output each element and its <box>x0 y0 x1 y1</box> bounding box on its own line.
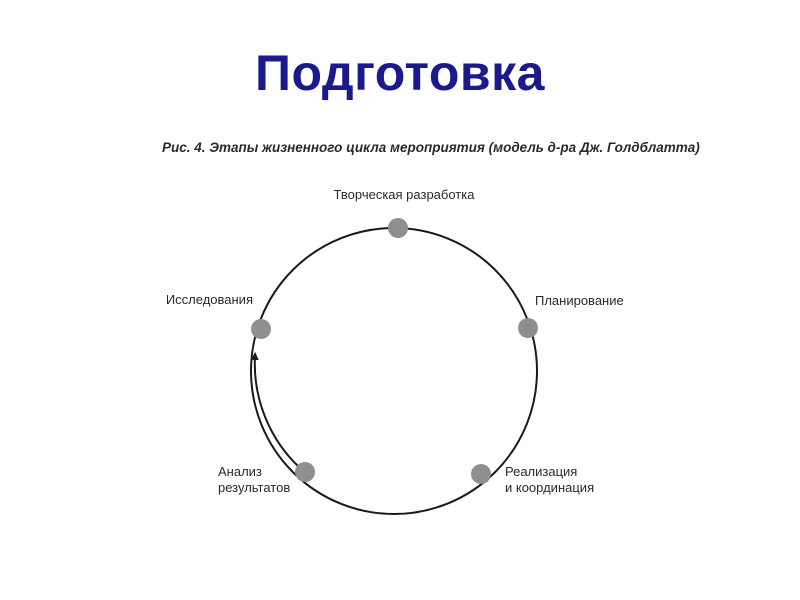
stage-label-analysis-line2: результатов <box>218 480 291 495</box>
stage-label-analysis-line1: Анализ <box>218 464 262 479</box>
stage-label-implementation-line1: Реализация <box>505 464 578 479</box>
stage-node-analysis <box>295 462 315 482</box>
stage-node-creative <box>388 218 408 238</box>
cycle-circle <box>251 228 537 514</box>
slide-title: Подготовка <box>255 45 545 101</box>
stage-label-creative: Творческая разработка <box>333 187 475 202</box>
stage-label-planning: Планирование <box>535 293 624 308</box>
cycle-arrow <box>255 356 300 468</box>
stage-label-implementation-line2: и координация <box>505 480 595 495</box>
figure-caption: Рис. 4. Этапы жизненного цикла мероприятия (модель д-ра Дж. Голдблатта) <box>162 140 700 155</box>
stage-label-research: Исследования <box>165 292 253 307</box>
stage-node-planning <box>518 318 538 338</box>
stage-node-implementation <box>471 464 491 484</box>
stage-node-research <box>251 319 271 339</box>
